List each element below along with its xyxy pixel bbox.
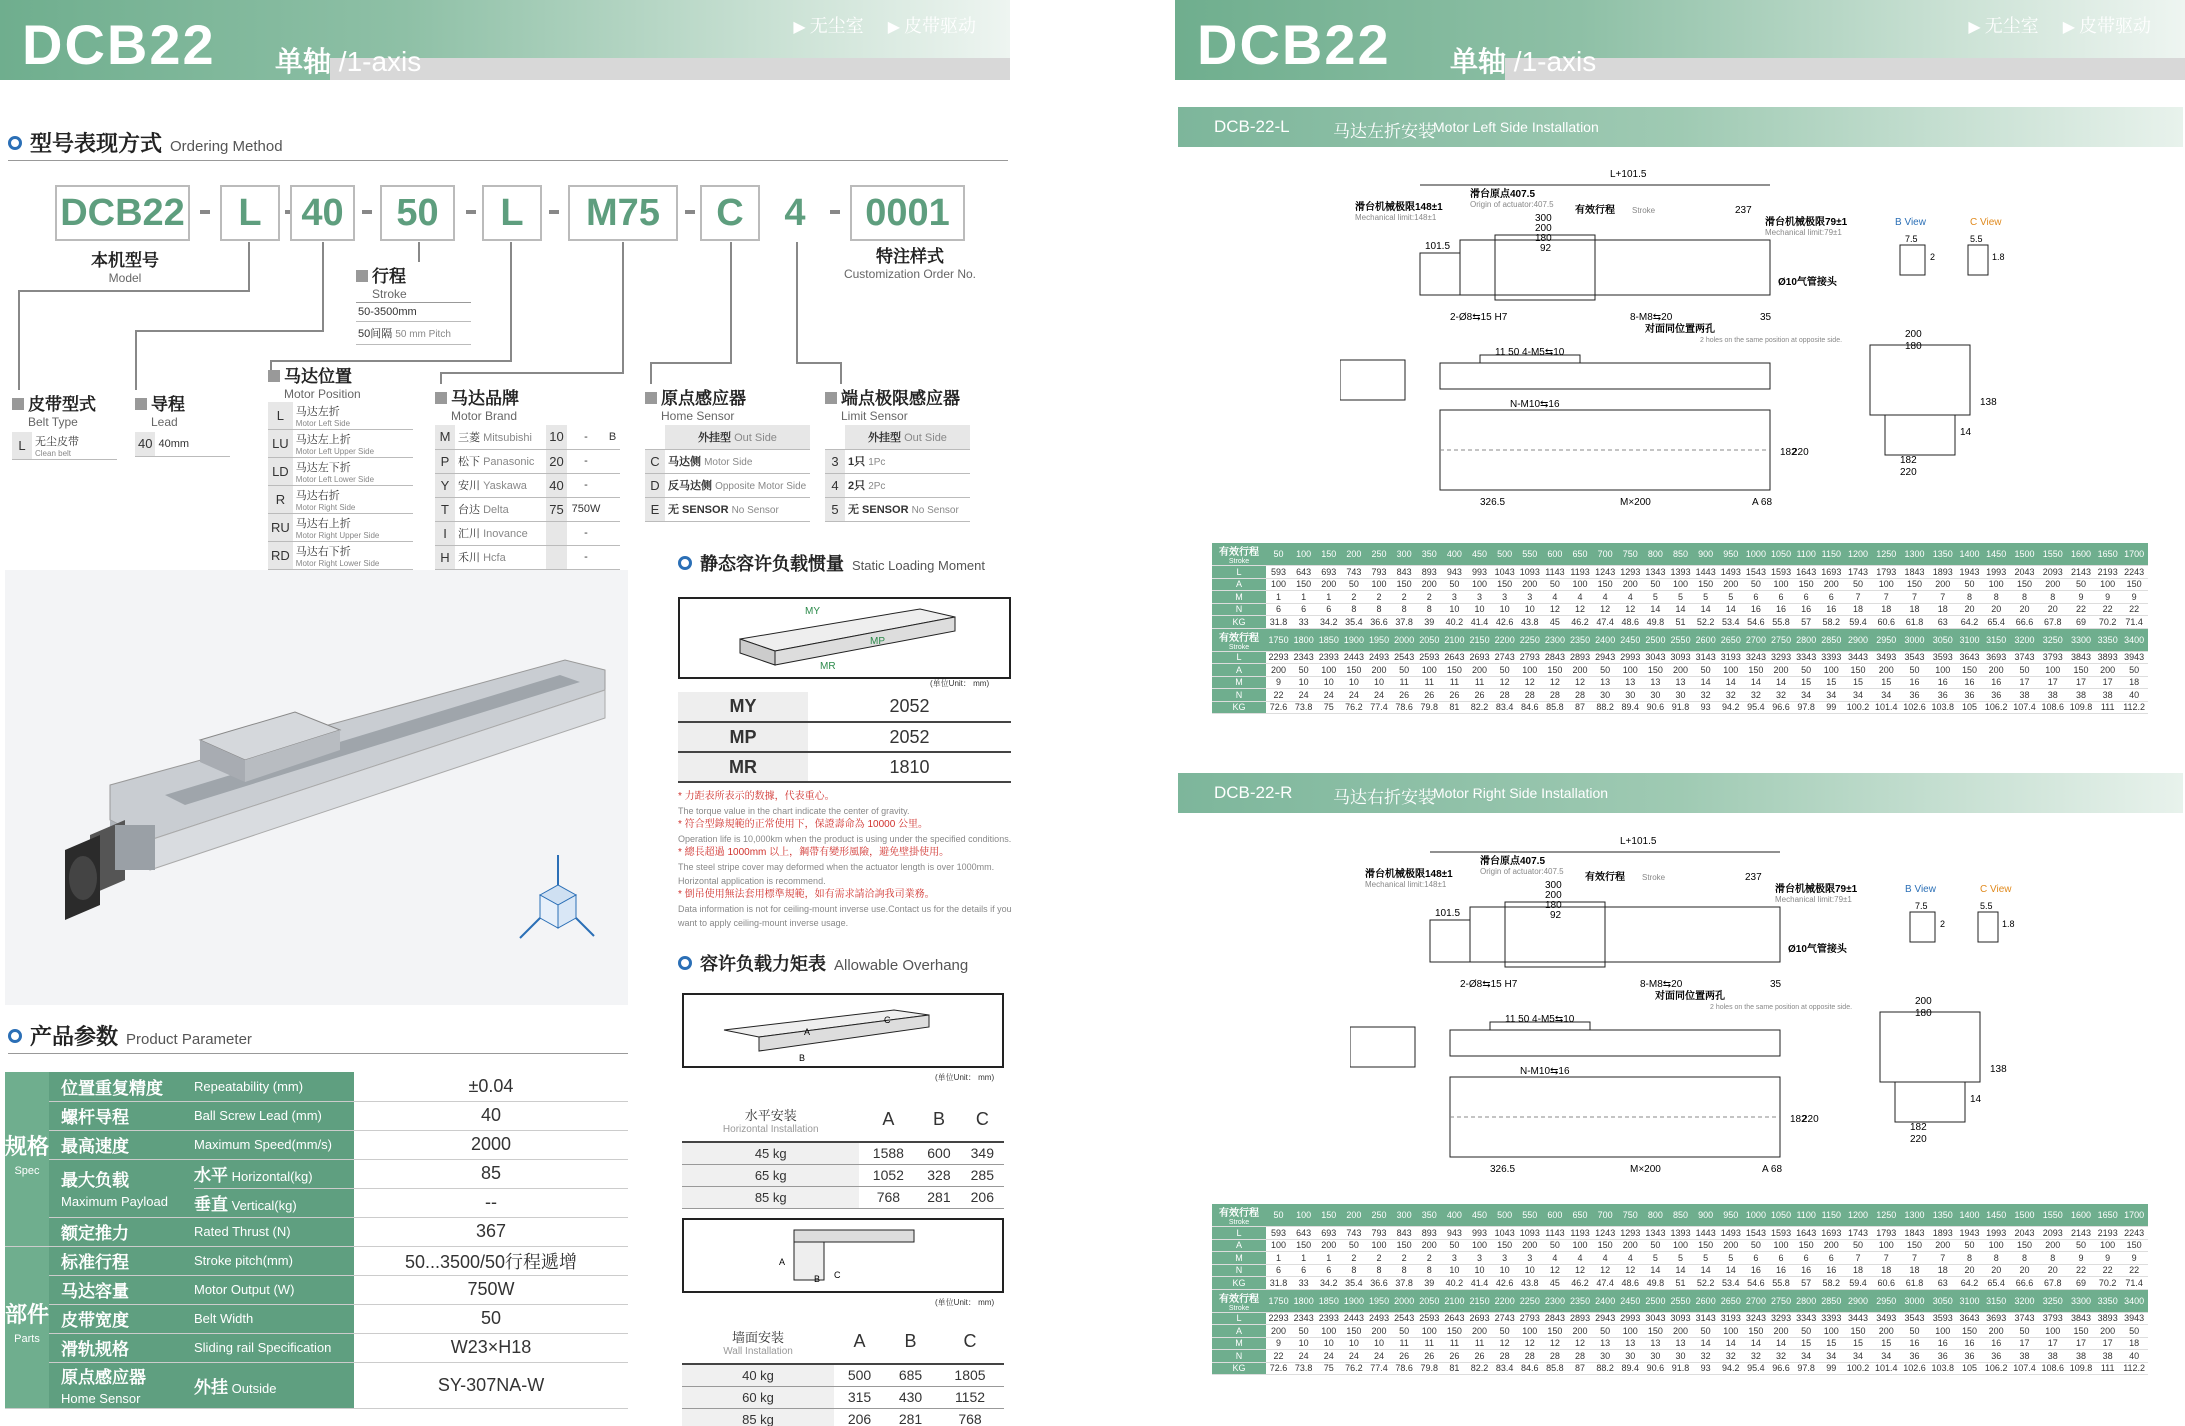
svg-text:300: 300 (1545, 880, 1562, 891)
home-sensor-title: 原点感应器 Home Sensor (645, 384, 746, 423)
svg-text:L+101.5: L+101.5 (1620, 836, 1657, 847)
ordering-section-title: 型号表现方式 Ordering Method (8, 127, 283, 158)
table-row: M 9 10 10 10 10 11 11 11 11 12 12 12 12 13 13 13 13 14 14 14 14 15 15 15 15 16 16 16 16 17 17 17 17 18 (1212, 1337, 2148, 1350)
header-bar (330, 58, 1010, 80)
svg-text:35: 35 (1760, 312, 1772, 323)
table-row: A 200 50 100 150 200 50 100 150 200 50 100 150 200 50 100 150 200 50 100 150 200 50 100 150 200 50 100 150 200 50 100 150 200 50 (1212, 664, 2148, 677)
svg-text:C: C (834, 1270, 841, 1280)
connector (650, 362, 652, 384)
bullet-icon (8, 1029, 22, 1043)
svg-text:5.5: 5.5 (1970, 234, 1983, 244)
svg-text:180: 180 (1905, 341, 1922, 352)
svg-text:MR: MR (820, 661, 836, 672)
svg-text:Origin of actuator:407.5: Origin of actuator:407.5 (1470, 200, 1554, 209)
header-tags: ▶ 无尘室 ▶ 皮带驱动 (1968, 12, 2151, 38)
list-item: L 马达左折 Motor Left Side (268, 402, 413, 430)
svg-text:35: 35 (1770, 979, 1782, 990)
connector (650, 362, 732, 364)
svg-text:7.5: 7.5 (1915, 901, 1928, 911)
table-row: N 6 6 6 8 8 8 8 10 10 10 10 12 12 12 12 14 14 14 14 16 16 16 16 18 18 18 18 20 20 20 20 22 22 22 (1212, 1264, 2148, 1277)
list-item: RD 马达右下折 Motor Right Lower Side (268, 542, 413, 570)
svg-text:Origin of actuator:407.5: Origin of actuator:407.5 (1480, 867, 1564, 876)
bullet-icon (8, 136, 22, 150)
svg-text:180: 180 (1535, 233, 1552, 244)
svg-text:1.8: 1.8 (1992, 252, 2005, 262)
static-load-table: MY 2052 MP 2052 MR 1810 (678, 692, 1011, 783)
header-bar (1505, 58, 2185, 80)
list-item: R 马达右折 Motor Right Side (268, 486, 413, 514)
page-title: DCB22 (22, 13, 216, 76)
svg-text:有效行程: 有效行程 (1585, 872, 1625, 883)
list-item: 3 1只 1Pc (825, 449, 970, 473)
code-belt: L (220, 185, 280, 241)
svg-text:237: 237 (1745, 872, 1762, 883)
svg-text:2 holes on the same position a: 2 holes on the same position at opposite side. (1700, 337, 1843, 344)
svg-text:MP: MP (870, 636, 885, 647)
svg-text:101.5: 101.5 (1425, 241, 1451, 252)
code-dash (685, 210, 695, 214)
svg-text:M×200: M×200 (1630, 1164, 1661, 1175)
drawing-R-header: DCB-22-R 马达右折安装 Motor Right Side Installation (1178, 773, 2183, 813)
svg-text:滑台机械极限148±1: 滑台机械极限148±1 (1355, 202, 1443, 213)
actuator-render (5, 570, 628, 1005)
svg-text:A 68: A 68 (1752, 497, 1773, 508)
svg-text:滑台原点407.5: 滑台原点407.5 (1470, 189, 1536, 200)
code-stroke: 50 (380, 185, 455, 241)
code-model: DCB22 (55, 185, 190, 241)
list-item: RU 马达右上折 Motor Right Upper Side (268, 514, 413, 542)
right-header (1175, 0, 2185, 80)
svg-text:Ø10气管接头: Ø10气管接头 (1788, 944, 1847, 955)
table-row: M 1 1 1 2 2 2 2 3 3 3 3 4 4 4 4 5 5 5 5 6 6 6 6 7 7 7 7 8 8 8 8 9 9 9 (1212, 591, 2148, 604)
list-item: Y 安川 Yaskawa 40 - (435, 473, 620, 497)
svg-text:11 50 4-M5⇆10: 11 50 4-M5⇆10 (1505, 1014, 1575, 1025)
table-row: 45 kg 1588 600 349 (682, 1142, 1004, 1164)
unit-note: (单位Unit： mm) (935, 1073, 995, 1082)
svg-text:滑台机械极限148±1: 滑台机械极限148±1 (1365, 869, 1453, 880)
svg-text:C: C (884, 1015, 891, 1025)
table-row: L 2293 2343 2393 2443 2493 2543 2593 2643 2693 2743 2793 2843 2893 2943 2993 3043 3093 3143 3193 3243 3293 3343 3393 3443 3493 3543 3593 3643 3693 3743 3793 3843 3893 3943 (1212, 1312, 2148, 1325)
connector (440, 372, 442, 384)
connector (322, 242, 324, 330)
connector (18, 290, 20, 390)
svg-text:1.8: 1.8 (2002, 919, 2015, 929)
code-limit-sensor: 4 (765, 185, 825, 241)
code-dash (200, 210, 210, 214)
list-item: H 禾川 Hcfa - (435, 545, 620, 569)
stroke-title: 行程 Stroke (356, 262, 407, 301)
svg-text:200: 200 (1535, 223, 1552, 234)
page-title: DCB22 (1197, 13, 1391, 76)
moment-diagram (678, 597, 1011, 679)
connector (135, 330, 324, 332)
belt-type-title: 皮带型式 Belt Type (12, 390, 96, 429)
horizontal-overhang-table: 水平安装 Horizontal Installation A B C 45 kg 1588 600 349 65 kg 1052 328 285 85 kg 768 281 206 (682, 1098, 1004, 1209)
svg-text:11 50 4-M5⇆10: 11 50 4-M5⇆10 (1495, 347, 1565, 358)
svg-text:326.5: 326.5 (1490, 1164, 1516, 1175)
drawing-L (1340, 165, 2020, 520)
overhang-title: 容许负载力矩表 Allowable Overhang (678, 950, 968, 976)
svg-text:Mechanical limit:148±1: Mechanical limit:148±1 (1355, 213, 1437, 222)
svg-text:101.5: 101.5 (1435, 908, 1461, 919)
list-item: 5 无 SENSOR No Sensor (825, 497, 970, 521)
motor-position-title: 马达位置 Motor Position (268, 362, 361, 401)
drawing-L-header: DCB-22-L 马达左折安装 Motor Left Side Installation (1178, 107, 2183, 147)
svg-text:Stroke: Stroke (1632, 206, 1656, 215)
header-tags: ▶ 无尘室 ▶ 皮带驱动 (793, 12, 976, 38)
list-item: D 反马达侧 Opposite Motor Side (645, 473, 810, 497)
stroke-info: 50-3500mm 50间隔 50 mm Pitch (356, 302, 471, 345)
code-dash (549, 210, 559, 214)
svg-text:Mechanical limit:148±1: Mechanical limit:148±1 (1365, 880, 1447, 889)
svg-text:A: A (779, 1257, 786, 1267)
svg-text:182: 182 (1900, 455, 1917, 466)
catalog-spread: DCB22 单轴 /1-axis ▶ 无尘室 ▶ 皮带驱动 DCB22 单轴 /1-axis ▶ 无尘室 ▶ 皮带驱动 型号表现方式 Ordering Method DCB22 L 40 50 L M75 C 4 0001 本机型号 Model 特注样式 Customization Order No. 行程 Stroke 50-3500mm 50间隔 50 mm Pitch 皮带型式 Belt Type L 无尘皮带 Clean belt 导程 Lead 40 40mm 马达位置 Motor Position L 马达左折 Motor Left Side LU 马达左上折 Motor Left Upper Side LD 马达左下折 Motor Left Lower Side R 马达右折 Motor Right Side RU 马达右上折 Motor Right Upper Side RD 马达右下折 Motor Right Lower Side 马达品牌 Motor Brand M 三菱 Mitsubishi 10 - B P 松下 Panasonic 20 - Y 安川 Yaskawa 40 - T 台达 Delta 75 750W I 汇川 Inovance - H 禾川 Hcfa - 原点感应器 Home Sensor 外挂型 Out Side C 马达侧 Motor Side D 反马达侧 Opposite Motor Side E 无 SENSOR No Sensor 端点极限感应器 Limit Sensor 外挂型 Out Side 3 1只 1Pc 4 2只 2Pc 5 无 SENSOR No Sensor 产品参数 Product Parameter 规格 Spec 位置重复精度 Repeatability (mm) ±0.04 螺杆导程 Ball Screw Lead (mm) 40 最高速度 Maximum Speed(mm/s) 2000 最大负载 Maximum Payload 水平 Horizontal(kg) 85 垂直 Vertical(kg) -- 额定推力 Rated Thrust (N) 367 部件 Parts 标准行程 Stroke pitch(mm) 50...3500/50行程遞增 马达容量 Motor Output (W) 750W 皮带宽度 Belt Width 50 滑轨规格 Sliding rail Specification W23×H18 原点感应器 Home Sensor 外挂 Outside SY-307NA-W 静态容许负载惯量 Static Loading Moment MY MP MR (单位Unit： mm) MY 2052 MP 2052 MR 1810 * 力距表所表示的数據，代表重心。 The torque value in the chart indicate the center of gravity. * 符合型錄規範的正常使用下，保證壽命為 10000 公里。 Operation life is 10,000km when the product is using under the specified conditions. * 總長超過 1000mm 以上，鋼帶有變形風險，避免壁掛使用。 The steel stripe cover may deformed when the actuator length is over 1000mm. Horizontal application is recommend. * 倒吊使用無法套用標準規範，如有需求請洽詢我司業務。 Data information is not for ceiling-mount inverse use.Contact us for the details if you want to apply ceiling-mount inverse usage. 容许负载力矩表 Allowable Overhang A B C (单位Unit： mm) 水平安装 Horizontal Installation A B C 45 kg 1588 600 349 65 kg 1052 328 285 85 kg 768 281 206 A B C (单位Unit： mm) 墙面安装 Wall Installation A B C 40 kg 500 685 1805 60 kg 315 430 1152 85 kg 206 281 768 DCB-22-L 马达左折安装 Motor Left Side Installation L+101.5 滑台原点407.5 Origin of actuator:407.5 有效行程 Stroke 237 滑台机械极限148±1 Mechanical limit:148±1 滑台机械极限79±1 Mechanical limit:79±1 300 200 180 92 101.5 Ø10气管接头 2-Ø8⇆15 H7 8-M8⇆20 对面同位置两孔 2 holes on the same position at opposite side. 35 11 50 4-M5⇆10 N-M10⇆16 326.5 M×200 A 68 182 220 B View C View 7.5 2 5.5 1.8 200 180 182 220 14 138 有效行程 Stroke 50 100 150 200 250 300 350 400 450 500 550 600 650 700 750 800 850 900 950 1000 1050 1100 1150 1200 1250 1300 1350 1400 1450 1500 1550 1600 1650 1700 L 593 643 693 743 793 843 893 943 993 1043 1093 1143 1193 1243 1293 1343 1393 1443 1493 1543 1593 1643 1693 1743 1793 1843 1893 1943 1993 2043 2093 2143 2193 2243 A 100 150 200 50 100 150 200 50 100 150 200 50 100 150 200 50 100 150 200 50 100 150 200 50 100 150 200 50 100 150 200 50 100 150 M 1 1 1 2 2 2 2 3 3 3 3 4 4 4 4 5 5 5 5 6 6 6 6 7 7 7 7 8 8 8 8 9 9 9 N 6 6 6 8 8 8 8 10 10 10 10 12 12 12 12 14 14 14 14 16 16 16 16 18 18 18 18 20 20 20 20 22 22 22 KG 31.8 33 34.2 35.4 36.6 37.8 39 40.2 41.4 42.6 43.8 45 46.2 47.4 48.6 49.8 51 52.2 53.4 54.6 55.8 57 58.2 59.4 60.6 61.8 63 64.2 65.4 66.6 67.8 69 70.2 71.4 有效行程 Stroke 1750 1800 1850 1900 1950 2000 2050 2100 2150 2200 2250 2300 2350 2400 2450 2500 2550 2600 2650 2700 2750 2800 2850 2900 2950 3000 3050 3100 3150 3200 3250 3300 3350 3400 L 2293 2343 2393 2443 2493 2543 2593 2643 2693 2743 2793 2843 2893 2943 2993 3043 3093 3143 3193 3243 3293 3343 3393 3443 3493 3543 3593 3643 3693 3743 3793 3843 3893 3943 A 200 50 100 150 200 50 100 150 200 50 100 150 200 50 100 150 200 50 100 150 200 50 100 150 200 50 100 150 200 50 100 150 200 50 M 9 10 10 10 10 11 11 11 11 12 12 12 12 13 13 13 13 14 14 14 14 15 15 15 15 16 16 16 16 17 17 17 17 18 N 22 24 24 24 24 26 26 26 26 28 28 28 28 30 30 30 30 32 32 32 32 34 34 34 34 36 36 36 36 38 38 38 38 40 KG 72.6 73.8 75 76.2 77.4 78.6 79.8 81 82.2 83.4 84.6 85.8 87 88.2 89.4 90.6 91.8 93 94.2 95.4 96.6 97.8 99 100.2 101.4 102.6 103.8 105 106.2 107.4 108.6 109.8 111 112.2 DCB-22-R 马达右折安装 Motor Right Side Installation L+101.5 滑台原点407.5 Origin of actuator:407.5 有效行程 Stroke 237 滑台机械极限148±1 Mechanical limit:148±1 滑台机械极限79±1 Mechanical limit:79±1 300 200 180 92 101.5 Ø10气管接头 2-Ø8⇆15 H7 8-M8⇆20 对面同位置两孔 2 holes on the same position at opposite side. 35 11 50 4-M5⇆10 N-M10⇆16 326.5 M×200 A 68 182 220 B View C View 7.5 2 5.5 1.8 200 180 182 220 14 138 有效行程 Stroke 50 100 150 200 250 300 350 400 450 500 550 600 650 700 750 800 850 900 950 1000 1050 1100 1150 1200 1250 1300 1350 1400 1450 1500 1550 1600 1650 1700 L 593 643 693 743 793 843 893 943 993 1043 1093 1143 1193 1243 1293 1343 1393 1443 1493 1543 1593 1643 1693 1743 1793 1843 1893 1943 1993 2043 2093 2143 2193 2243 A 100 150 200 50 100 150 200 50 100 150 200 50 100 150 200 50 100 150 200 50 100 150 200 50 100 150 200 50 100 150 200 50 100 150 M 1 1 1 2 2 2 2 3 3 3 3 4 4 4 4 5 5 5 5 6 6 6 6 7 7 7 7 8 8 8 8 9 9 9 N 6 6 6 8 8 8 8 10 10 10 10 12 12 12 12 14 14 14 14 16 16 16 16 18 18 18 18 20 20 20 20 22 22 22 KG 31.8 33 34.2 35.4 36.6 37.8 39 40.2 41.4 42.6 43.8 45 46.2 47.4 48.6 49.8 51 52.2 53.4 54.6 55.8 57 58.2 59.4 60.6 61.8 63 64.2 65.4 66.6 67.8 69 70.2 71.4 有效行程 Stroke 1750 1800 1850 1900 1950 2000 2050 2100 2150 2200 2250 2300 2350 2400 2450 2500 2550 2600 2650 2700 2750 2800 2850 2900 2950 3000 3050 3100 3150 3200 3250 3300 3350 3400 L 2293 2343 2393 2443 2493 2543 2593 2643 2693 2743 2793 2843 2893 2943 2993 3043 3093 3143 3193 3243 3293 3343 3393 3443 3493 3543 3593 3643 3693 3743 3793 3843 3893 3943 A 200 50 100 150 200 50 100 150 200 50 100 150 200 50 100 150 200 50 100 150 200 50 100 150 200 50 100 150 200 50 100 150 200 50 M 9 10 10 10 10 11 11 11 11 12 12 12 12 13 13 13 13 14 14 14 14 15 15 15 15 16 16 16 16 17 17 17 17 18 N 22 24 24 24 24 26 26 26 26 28 28 28 28 30 30 30 30 32 32 32 32 34 34 34 34 36 36 36 36 38 38 38 38 40 KG 72.6 73.8 75 76.2 77.4 78.6 79.8 81 82.2 83.4 84.6 85.8 87 88.2 89.4 90.6 91.8 93 94.2 95.4 96.6 97.8 99 100.2 101.4 102.6 103.8 105 106.2 107.4 108.6 109.8 111 112.2 (0, 0, 2185, 1426)
table-row: A 100 150 200 50 100 150 200 50 100 150 200 50 100 150 200 50 100 150 200 50 100 150 200 50 100 150 200 50 100 150 200 50 100 150 (1212, 578, 2148, 591)
table-row: 40 kg 500 685 1805 (682, 1364, 1004, 1386)
svg-text:14: 14 (1970, 1094, 1982, 1105)
table-row: 60 kg 315 430 1152 (682, 1386, 1004, 1408)
svg-text:180: 180 (1545, 900, 1562, 911)
code-motor-brand: M75 (568, 185, 678, 241)
code-custom: 0001 (850, 185, 965, 241)
table-row: A 100 150 200 50 100 150 200 50 100 150 200 50 100 150 200 50 100 150 200 50 100 150 200 50 100 150 200 50 100 150 200 50 100 150 (1212, 1239, 2148, 1252)
svg-text:有效行程: 有效行程 (1575, 205, 1615, 216)
code-home-sensor: C (700, 185, 760, 241)
table-row: KG 72.6 73.8 75 76.2 77.4 78.6 79.8 81 82.2 83.4 84.6 85.8 87 88.2 89.4 90.6 91.8 93 94.2 95.4 96.6 97.8 99 100.2 101.4 102.6 103.8 105 106.2 107.4 108.6 109.8 111 112.2 (1212, 1362, 2148, 1375)
wall-overhang-table: 墙面安装 Wall Installation A B C 40 kg 500 685 1805 60 kg 315 430 1152 85 kg 206 281 768 (682, 1320, 1004, 1426)
product-image (5, 570, 628, 1005)
list-item: LU 马达左上折 Motor Left Upper Side (268, 430, 413, 458)
svg-text:M×200: M×200 (1620, 497, 1651, 508)
svg-text:滑台机械极限79±1: 滑台机械极限79±1 (1765, 217, 1848, 228)
connector (440, 372, 624, 374)
code-lead: 40 (290, 185, 355, 241)
table-row: 85 kg 206 281 768 (682, 1408, 1004, 1426)
svg-text:Stroke: Stroke (1642, 873, 1666, 882)
table-row: L 2293 2343 2393 2443 2493 2543 2593 2643 2693 2743 2793 2843 2893 2943 2993 3043 3093 3143 3193 3243 3293 3343 3393 3443 3493 3543 3593 3643 3693 3743 3793 3843 3893 3943 (1212, 651, 2148, 664)
drawing-R (1350, 832, 2030, 1187)
svg-text:138: 138 (1990, 1064, 2007, 1075)
table-row: 85 kg 768 281 206 (682, 1186, 1004, 1208)
svg-text:L+101.5: L+101.5 (1610, 169, 1647, 180)
svg-text:A: A (804, 1027, 811, 1037)
svg-text:300: 300 (1535, 213, 1552, 224)
svg-text:8-M8⇆20: 8-M8⇆20 (1640, 979, 1683, 990)
technical-drawing (1340, 165, 2020, 520)
table-row: KG 31.8 33 34.2 35.4 36.6 37.8 39 40.2 41.4 42.6 43.8 45 46.2 47.4 48.6 49.8 51 52.2 53.4 54.6 55.8 57 58.2 59.4 60.6 61.8 63 64.2 65.4 66.6 67.8 69 70.2 71.4 (1212, 616, 2148, 629)
svg-text:138: 138 (1980, 397, 1997, 408)
model-label: 本机型号 Model (91, 251, 159, 285)
svg-text:Ø10气管接头: Ø10气管接头 (1778, 277, 1837, 288)
svg-text:7.5: 7.5 (1905, 234, 1918, 244)
custom-label: 特注样式 Customization Order No. (843, 247, 977, 281)
svg-text:220: 220 (1792, 447, 1809, 458)
page-subtitle: 单轴 /1-axis (1450, 46, 1597, 77)
svg-text:200: 200 (1915, 996, 1932, 1007)
svg-text:2 holes on the same position a: 2 holes on the same position at opposite side. (1710, 1004, 1853, 1011)
wall-overhang-diagram (682, 1218, 1004, 1293)
svg-text:182: 182 (1910, 1122, 1927, 1133)
svg-text:N-M10⇆16: N-M10⇆16 (1520, 1066, 1570, 1077)
motor-brand-title: 马达品牌 Motor Brand (435, 384, 519, 423)
code-motor-position: L (482, 185, 542, 241)
svg-text:滑台原点407.5: 滑台原点407.5 (1480, 856, 1546, 867)
limit-sensor-title: 端点极限感应器 Limit Sensor (825, 384, 960, 423)
svg-text:200: 200 (1545, 890, 1562, 901)
table-row: A 200 50 100 150 200 50 100 150 200 50 100 150 200 50 100 150 200 50 100 150 200 50 100 150 200 50 100 150 200 50 100 150 200 50 (1212, 1325, 2148, 1338)
svg-text:2-Ø8⇆15 H7: 2-Ø8⇆15 H7 (1460, 979, 1518, 990)
connector (18, 290, 250, 292)
list-item: P 松下 Panasonic 20 - (435, 449, 620, 473)
table-row: L 593 643 693 743 793 843 893 943 993 1043 1093 1143 1193 1243 1293 1343 1393 1443 1493 1543 1593 1643 1693 1743 1793 1843 1893 1943 1993 2043 2093 2143 2193 2243 (1212, 566, 2148, 579)
code-dash (466, 210, 476, 214)
svg-text:326.5: 326.5 (1480, 497, 1506, 508)
home-sensor-table: 外挂型 Out Side C 马达侧 Motor Side D 反马达侧 Opposite Motor Side E 无 SENSOR No Sensor (645, 425, 810, 522)
table-row: N 6 6 6 8 8 8 8 10 10 10 10 12 12 12 12 14 14 14 14 16 16 16 16 18 18 18 18 20 20 20 20 22 22 22 (1212, 603, 2148, 616)
list-item: T 台达 Delta 75 750W (435, 497, 620, 521)
divider (8, 1053, 628, 1054)
list-item: 4 2只 2Pc (825, 473, 970, 497)
table-row: M 9 10 10 10 10 11 11 11 11 12 12 12 12 13 13 13 13 14 14 14 14 15 15 15 15 16 16 16 16 17 17 17 17 18 (1212, 676, 2148, 689)
connector (418, 242, 420, 262)
table-row: KG 31.8 33 34.2 35.4 36.6 37.8 39 40.2 41.4 42.6 43.8 45 46.2 47.4 48.6 49.8 51 52.2 53.4 54.6 55.8 57 58.2 59.4 60.6 61.8 63 64.2 65.4 66.6 67.8 69 70.2 71.4 (1212, 1277, 2148, 1290)
svg-text:200: 200 (1905, 329, 1922, 340)
list-item: E 无 SENSOR No Sensor (645, 497, 810, 521)
bullet-icon (678, 556, 692, 570)
code-dash (362, 210, 372, 214)
left-header (0, 0, 1010, 80)
divider (8, 160, 1008, 161)
table-row: N 22 24 24 24 24 26 26 26 26 28 28 28 28 30 30 30 30 32 32 32 32 34 34 34 34 36 36 36 36 38 38 38 38 40 (1212, 1350, 2148, 1363)
code-dash (830, 210, 840, 214)
svg-text:对面同位置两孔: 对面同位置两孔 (1645, 324, 1715, 335)
svg-text:B: B (814, 1274, 821, 1284)
product-param-table: 规格 Spec 位置重复精度 Repeatability (mm) ±0.04 螺杆导程 Ball Screw Lead (mm) 40 最高速度 Maximum Speed(mm/s) 2000 最大负载 Maximum Payload 水平 Horizontal(kg) 85 垂直 Vertical(kg) -- 额定推力 Rated Thrust (N) 367 部件 Parts 标准行程 Stroke pitch(mm) 50...3500/50行程遞增 马达容量 Motor Output (W) 750W 皮带宽度 Belt Width 50 滑轨规格 Sliding rail Specification W23×H18 原点感应器 Home Sensor 外挂 Outside SY-307NA-W (5, 1072, 628, 1409)
svg-text:92: 92 (1550, 910, 1562, 921)
lead-table: 40 40mm (135, 432, 230, 457)
params-section-title: 产品参数 Product Parameter (8, 1020, 252, 1051)
connector (796, 242, 798, 362)
svg-text:14: 14 (1960, 427, 1972, 438)
svg-text:220: 220 (1910, 1134, 1927, 1145)
svg-text:B View: B View (1905, 884, 1936, 895)
connector (796, 362, 841, 364)
svg-text:N-M10⇆16: N-M10⇆16 (1510, 399, 1560, 410)
static-load-title: 静态容许负载惯量 Static Loading Moment (678, 550, 985, 576)
horizontal-overhang-diagram (682, 993, 1004, 1068)
limit-sensor-table: 外挂型 Out Side 3 1只 1Pc 4 2只 2Pc 5 无 SENSOR No Sensor (825, 425, 970, 522)
list-item: M 三菱 Mitsubishi 10 - B (435, 425, 620, 449)
static-load-notes: * 力距表所表示的数據，代表重心。 The torque value in the chart indicate the center of gravity. * 符合型錄規範的正常使用下，保證壽命為 10000 公里。 Operation life is 10,000km when the product is using under the specified conditions. * 總長超過 1000mm 以上，鋼帶有變形風險，避免壁掛使用。 The steel stripe cover may deformed when the actuator length is over 1000mm. Horizontal application is recommend. * 倒吊使用無法套用標準規範，如有需求請洽詢我司業務。 Data information is not for ceiling-mount inverse use.Contact us for the details if you want to apply ceiling-mount inverse usage. (678, 791, 1012, 928)
svg-text:对面同位置两孔: 对面同位置两孔 (1655, 991, 1725, 1002)
svg-text:Mechanical limit:79±1: Mechanical limit:79±1 (1775, 895, 1852, 904)
table-row: 65 kg 1052 328 285 (682, 1164, 1004, 1186)
unit-note: (单位Unit： mm) (935, 1298, 995, 1307)
svg-text:237: 237 (1735, 205, 1752, 216)
lead-title: 导程 Lead (135, 390, 185, 429)
svg-text:滑台机械极限79±1: 滑台机械极限79±1 (1775, 884, 1858, 895)
page-subtitle: 单轴 /1-axis (275, 46, 422, 77)
svg-text:C View: C View (1970, 217, 2002, 228)
svg-text:182: 182 (1780, 447, 1797, 458)
svg-text:2-Ø8⇆15 H7: 2-Ø8⇆15 H7 (1450, 312, 1508, 323)
svg-text:92: 92 (1540, 243, 1552, 254)
table-row: L 593 643 693 743 793 843 893 943 993 1043 1093 1143 1193 1243 1293 1343 1393 1443 1493 1543 1593 1643 1693 1743 1793 1843 1893 1943 1993 2043 2093 2143 2193 2243 (1212, 1227, 2148, 1240)
table-row: KG 72.6 73.8 75 76.2 77.4 78.6 79.8 81 82.2 83.4 84.6 85.8 87 88.2 89.4 90.6 91.8 93 94.2 95.4 96.6 97.8 99 100.2 101.4 102.6 103.8 105 106.2 107.4 108.6 109.8 111 112.2 (1212, 701, 2148, 714)
svg-text:Mechanical limit:79±1: Mechanical limit:79±1 (1765, 228, 1842, 237)
svg-text:180: 180 (1915, 1008, 1932, 1019)
table-row: N 22 24 24 24 24 26 26 26 26 28 28 28 28 30 30 30 30 32 32 32 32 34 34 34 34 36 36 36 36 38 38 38 38 40 (1212, 689, 2148, 702)
svg-text:220: 220 (1802, 1114, 1819, 1125)
svg-text:B View: B View (1895, 217, 1926, 228)
bullet-icon (678, 956, 692, 970)
list-item: I 汇川 Inovance - (435, 521, 620, 545)
connector (622, 242, 624, 374)
connector (510, 242, 512, 360)
svg-text:C View: C View (1980, 884, 2012, 895)
list-item: LD 马达左下折 Motor Left Lower Side (268, 458, 413, 486)
svg-text:MY: MY (805, 606, 820, 617)
svg-text:2: 2 (1940, 919, 1946, 929)
connector (135, 330, 137, 390)
unit-note: (单位Unit： mm) (930, 679, 990, 688)
motor-brand-table (435, 425, 620, 594)
technical-drawing (1350, 832, 2030, 1187)
table-row: M 1 1 1 2 2 2 2 3 3 3 3 4 4 4 4 5 5 5 5 6 6 6 6 7 7 7 7 8 8 8 8 9 9 9 (1212, 1252, 2148, 1265)
svg-text:B: B (799, 1053, 806, 1063)
svg-text:220: 220 (1900, 467, 1917, 478)
belt-type-table: L 无尘皮带 Clean belt (12, 432, 117, 460)
list-item: C 马达侧 Motor Side (645, 449, 810, 473)
svg-text:A 68: A 68 (1762, 1164, 1783, 1175)
connector (840, 362, 842, 384)
svg-text:8-M8⇆20: 8-M8⇆20 (1630, 312, 1673, 323)
connector (248, 242, 250, 290)
connector (730, 242, 732, 362)
motor-position-table (268, 402, 413, 570)
svg-text:2: 2 (1930, 252, 1936, 262)
svg-text:5.5: 5.5 (1980, 901, 1993, 911)
svg-text:182: 182 (1790, 1114, 1807, 1125)
